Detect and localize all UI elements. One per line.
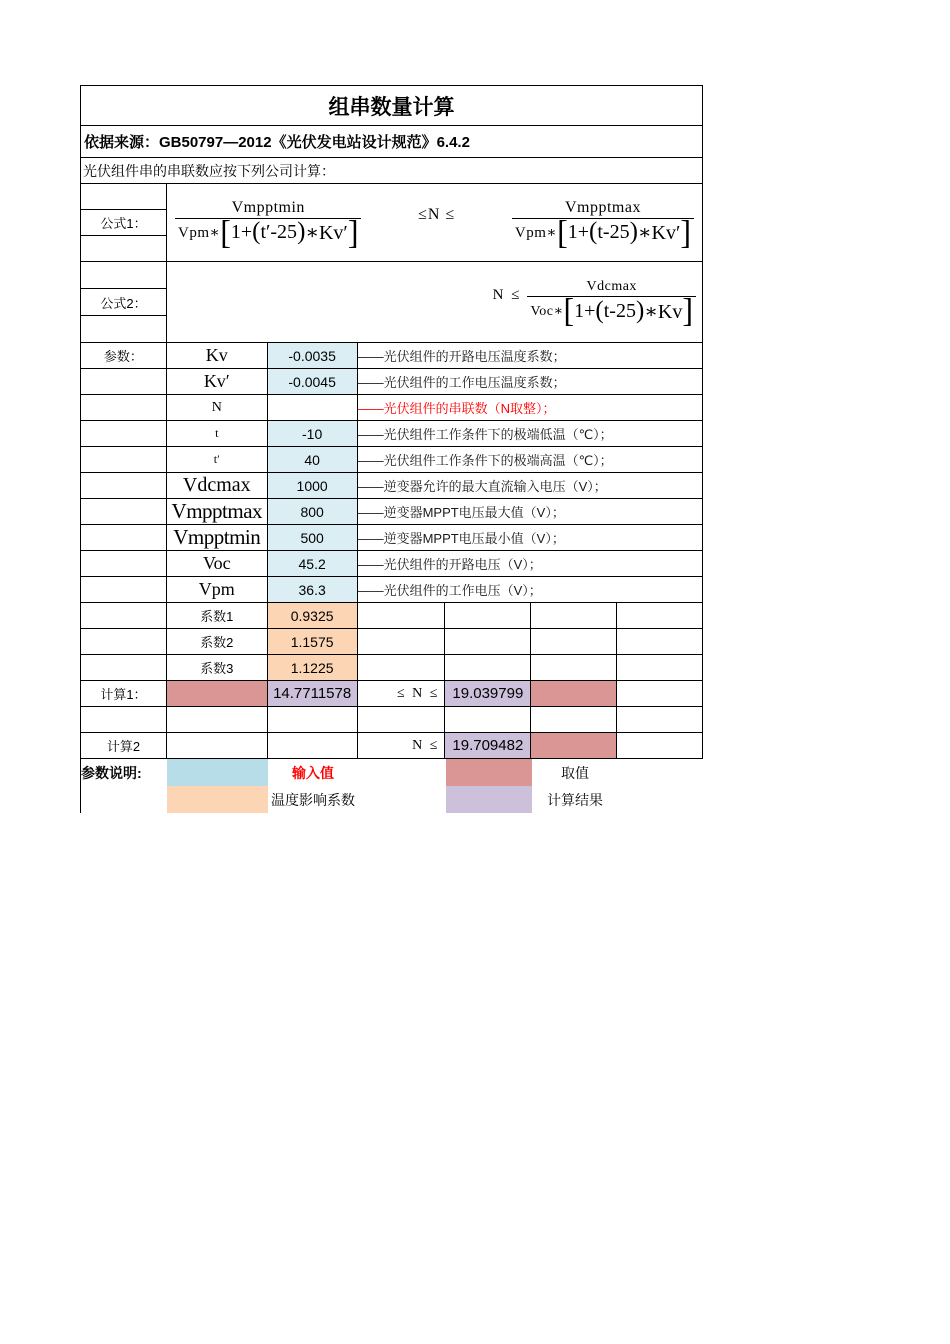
legend-row-2 xyxy=(81,786,703,813)
empty-cell xyxy=(81,655,167,681)
left-bracket: [ xyxy=(563,291,575,330)
formula1-left-denominator xyxy=(175,212,361,251)
param-value-input[interactable]: 500 xyxy=(268,525,358,551)
param-desc: ——逆变器MPPT电压最小值（V）； xyxy=(358,525,703,551)
param-row-kv-prime xyxy=(81,369,703,395)
den-term: 1+ xyxy=(567,221,590,243)
coef-row-1 xyxy=(81,603,703,629)
param-name: Vdcmax xyxy=(167,473,268,499)
legend-spacer xyxy=(81,786,167,813)
formula2-lhs: N ≤ xyxy=(492,286,522,303)
den-prefix: Vpm∗ xyxy=(178,225,221,241)
param-row-vdcmax xyxy=(81,473,703,499)
calc1-label: 计算1： xyxy=(81,681,167,707)
coef-value-input[interactable]: 1.1575 xyxy=(268,629,358,655)
empty-cell xyxy=(81,369,167,395)
den-term: 1+ xyxy=(230,221,253,243)
page-title: 组串数量计算 xyxy=(81,86,703,126)
coef-value-input[interactable]: 1.1225 xyxy=(268,655,358,681)
calc2-inequality: N ≤ xyxy=(358,733,446,759)
param-name: N xyxy=(167,395,268,421)
formula2-label-column xyxy=(81,262,167,343)
den-term: t-25 xyxy=(597,221,630,243)
calc2-label: 计算2 xyxy=(81,733,167,759)
note-text: 光伏组件串的串联数应按下列公司计算： xyxy=(81,158,703,184)
right-paren: ) xyxy=(635,296,645,324)
den-term: t-25 xyxy=(603,299,636,322)
right-paren: ) xyxy=(297,218,306,246)
param-desc: ——光伏组件的工作电压（V）； xyxy=(358,577,703,603)
legend-result-text: 计算结果 xyxy=(547,791,603,808)
empty-cell xyxy=(445,655,531,681)
formula1-cell xyxy=(167,184,703,262)
empty-cell xyxy=(445,603,531,629)
empty-cell xyxy=(81,525,167,551)
formula1-right-fraction xyxy=(512,198,694,251)
param-row-voc xyxy=(81,551,703,577)
formula2-label: 公式2： xyxy=(81,289,167,316)
den-term: ∗Kv xyxy=(644,300,683,323)
coef-row-2 xyxy=(81,629,703,655)
coef-name: 系数1 xyxy=(167,603,268,629)
formula1-label: 公式1： xyxy=(81,210,167,236)
legend-input-swatch xyxy=(167,759,268,786)
calc1-taken-cell xyxy=(531,681,617,707)
legend-input-text: 输入值 xyxy=(292,764,334,781)
coef-row-3 xyxy=(81,655,703,681)
formula1-right-numerator: Vmpptmax xyxy=(564,198,641,216)
param-value-empty[interactable] xyxy=(268,395,358,421)
params-label: 参数： xyxy=(81,343,167,369)
formula1-label-column xyxy=(81,184,167,262)
empty-cell xyxy=(617,733,703,759)
param-name: Kv xyxy=(167,343,268,369)
left-bracket: [ xyxy=(220,212,231,251)
empty-cell xyxy=(358,655,446,681)
formula1-left-numerator: Vmpptmin xyxy=(231,198,305,216)
legend-spacer xyxy=(358,786,446,813)
legend-row-1 xyxy=(81,759,703,786)
param-name: t xyxy=(167,421,268,447)
empty-cell xyxy=(358,707,446,733)
calc2-row xyxy=(81,733,703,759)
source-reference: 依据来源：GB50797—2012《光伏发电站设计规范》6.4.2 xyxy=(81,126,703,158)
den-prefix: Voc∗ xyxy=(530,303,564,319)
empty-cell xyxy=(358,603,446,629)
formula2-cell xyxy=(167,262,703,343)
coef-name: 系数3 xyxy=(167,655,268,681)
empty-cell xyxy=(531,707,617,733)
param-value-input[interactable]: -0.0035 xyxy=(268,343,358,369)
empty-cell xyxy=(81,577,167,603)
den-term: t′-25 xyxy=(260,221,298,243)
spacer-row xyxy=(81,707,703,733)
empty-cell xyxy=(81,447,167,473)
empty-cell xyxy=(81,236,167,262)
right-bracket: ] xyxy=(680,212,691,251)
empty-cell xyxy=(167,733,268,759)
param-row-t xyxy=(81,421,703,447)
formula2-block xyxy=(81,262,703,343)
empty-cell xyxy=(81,551,167,577)
param-name: Vmpptmax xyxy=(167,499,268,525)
right-paren: ) xyxy=(629,218,638,246)
left-paren: ( xyxy=(589,218,598,246)
left-bracket: [ xyxy=(557,212,568,251)
empty-cell xyxy=(81,316,167,343)
formula2-numerator: Vdcmax xyxy=(586,279,637,295)
param-row-n xyxy=(81,395,703,421)
legend-result-swatch xyxy=(446,786,532,813)
param-desc: ——逆变器MPPT电压最大值（V）； xyxy=(358,499,703,525)
legend-spacer xyxy=(358,759,446,786)
formula2-denominator xyxy=(527,291,696,330)
formula1-inequality: ≤N ≤ xyxy=(418,205,456,223)
den-prefix: Vpm∗ xyxy=(514,225,558,241)
empty-cell xyxy=(81,499,167,525)
param-name: Kv′ xyxy=(167,369,268,395)
calc1-taken-cell xyxy=(167,681,268,707)
formula1-right-denominator xyxy=(512,212,694,251)
legend-temp-swatch xyxy=(167,786,268,813)
legend-label: 参数说明: xyxy=(81,764,142,781)
param-name: t′ xyxy=(167,447,268,473)
empty-cell xyxy=(167,707,268,733)
legend-temp-text: 温度影响系数 xyxy=(271,791,355,808)
empty-cell xyxy=(531,629,617,655)
source-row xyxy=(81,126,703,158)
param-row-vmpptmax xyxy=(81,499,703,525)
param-desc: ——光伏组件的工作电压温度系数； xyxy=(358,369,703,395)
param-desc: ——光伏组件的开路电压温度系数； xyxy=(358,343,703,369)
empty-cell xyxy=(268,733,358,759)
param-name: Vpm xyxy=(167,577,268,603)
param-value-input[interactable]: -0.0045 xyxy=(268,369,358,395)
left-paren: ( xyxy=(595,296,604,324)
param-row-vpm xyxy=(81,577,703,603)
den-term: ∗Kv′ xyxy=(637,222,681,244)
empty-cell xyxy=(268,707,358,733)
param-row-vmpptmin xyxy=(81,525,703,551)
empty-cell xyxy=(617,681,703,707)
param-desc: ——光伏组件工作条件下的极端高温（℃）； xyxy=(358,447,703,473)
empty-cell xyxy=(617,707,703,733)
calc2-taken-cell xyxy=(531,733,617,759)
empty-cell xyxy=(81,421,167,447)
calc1-row xyxy=(81,681,703,707)
param-desc: ——光伏组件的串联数（N取整）； xyxy=(358,395,703,421)
den-term: ∗Kv′ xyxy=(305,222,348,244)
param-value-input[interactable]: 1000 xyxy=(268,473,358,499)
param-value-input[interactable]: 36.3 xyxy=(268,577,358,603)
empty-cell xyxy=(617,655,703,681)
formula1-block xyxy=(81,184,703,262)
param-desc: ——光伏组件的开路电压（V）； xyxy=(358,551,703,577)
param-value-input[interactable]: 40 xyxy=(268,447,358,473)
empty-cell xyxy=(358,629,446,655)
coef-name: 系数2 xyxy=(167,629,268,655)
empty-cell xyxy=(617,603,703,629)
param-desc: ——光伏组件工作条件下的极端低温（℃）； xyxy=(358,421,703,447)
empty-cell xyxy=(445,629,531,655)
empty-cell xyxy=(81,603,167,629)
empty-cell xyxy=(617,629,703,655)
string-count-worksheet xyxy=(80,85,703,813)
calc1-inequality: ≤ N ≤ xyxy=(358,681,446,707)
left-paren: ( xyxy=(252,218,261,246)
den-term: 1+ xyxy=(574,299,596,322)
empty-cell xyxy=(531,603,617,629)
param-desc: ——逆变器允许的最大直流输入电压（V）； xyxy=(358,473,703,499)
coef-value-input[interactable]: 0.9325 xyxy=(268,603,358,629)
param-row-t-prime xyxy=(81,447,703,473)
empty-cell xyxy=(81,395,167,421)
calc1-max-result: 19.039799 xyxy=(445,681,531,707)
empty-cell xyxy=(81,262,167,289)
right-bracket: ] xyxy=(347,212,359,251)
calc2-max-result: 19.709482 xyxy=(445,733,531,759)
empty-cell xyxy=(531,655,617,681)
calc1-min-result: 14.7711578 xyxy=(268,681,358,707)
right-bracket: ] xyxy=(682,291,693,330)
param-row-kv xyxy=(81,343,703,369)
legend-taken-text: 取值 xyxy=(561,764,589,781)
formula2-fraction xyxy=(527,279,696,330)
title-row xyxy=(81,86,703,126)
param-value-input[interactable]: 45.2 xyxy=(268,551,358,577)
legend-taken-swatch xyxy=(446,759,532,786)
note-row xyxy=(81,158,703,184)
param-value-input[interactable]: 800 xyxy=(268,499,358,525)
empty-cell xyxy=(445,707,531,733)
empty-cell xyxy=(81,473,167,499)
empty-cell xyxy=(81,184,167,210)
empty-cell xyxy=(81,629,167,655)
empty-cell xyxy=(81,707,167,733)
param-name: Voc xyxy=(167,551,268,577)
param-name: Vmpptmin xyxy=(167,525,268,551)
param-value-input[interactable]: -10 xyxy=(268,421,358,447)
formula1-left-fraction xyxy=(175,198,361,251)
